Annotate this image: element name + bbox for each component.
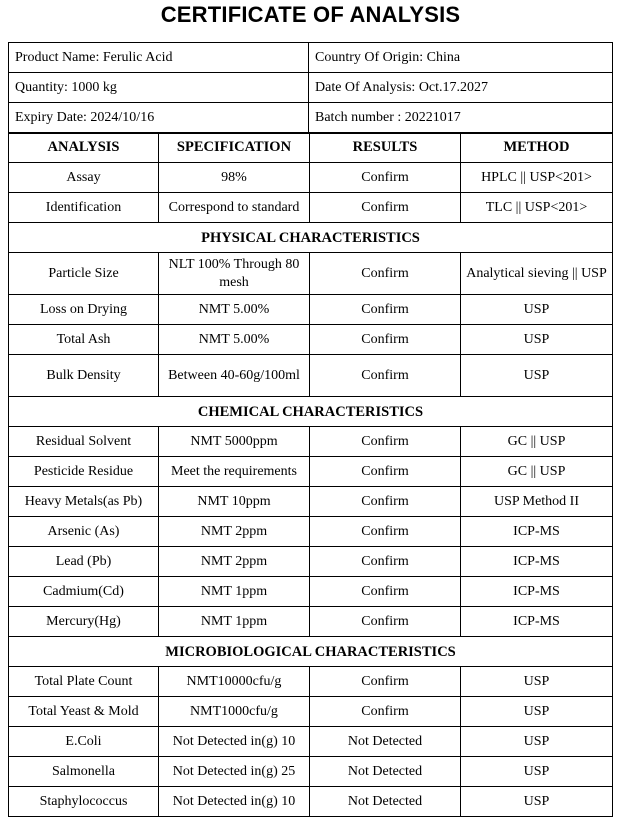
method-cell: ICP-MS (461, 577, 613, 607)
expiry-date: Expiry Date: 2024/10/16 (9, 103, 309, 134)
analysis-cell: Cadmium(Cd) (9, 577, 159, 607)
method-cell: Analytical sieving || USP (461, 253, 613, 295)
result-cell: Confirm (310, 295, 461, 325)
table-row (9, 193, 613, 223)
table-row (9, 163, 613, 193)
table-row (9, 517, 613, 547)
result-cell: Not Detected (310, 727, 461, 757)
result-cell: Confirm (310, 607, 461, 637)
specification-cell: NMT 1ppm (159, 607, 310, 637)
analysis-cell: Pesticide Residue (9, 457, 159, 487)
header-results: RESULTS (310, 133, 461, 163)
quantity: Quantity: 1000 kg (9, 73, 309, 103)
specification-cell: NMT 5.00% (159, 325, 310, 355)
analysis-cell: Total Yeast & Mold (9, 697, 159, 727)
result-cell: Confirm (310, 487, 461, 517)
section-physical-heading: PHYSICAL CHARACTERISTICS (9, 223, 613, 253)
method-cell: ICP-MS (461, 607, 613, 637)
method-cell: USP Method II (461, 487, 613, 517)
country-of-origin: Country Of Origin: China (309, 43, 613, 73)
analysis-cell: Identification (9, 193, 159, 223)
table-row (9, 457, 613, 487)
specification-cell: NMT 5.00% (159, 295, 310, 325)
specification-cell: NLT 100% Through 80 mesh (159, 253, 310, 295)
result-cell: Confirm (310, 667, 461, 697)
result-cell: Confirm (310, 427, 461, 457)
table-row (9, 547, 613, 577)
result-cell: Not Detected (310, 757, 461, 787)
method-cell: USP (461, 697, 613, 727)
table-row (9, 325, 613, 355)
method-cell: HPLC || USP<201> (461, 163, 613, 193)
table-row (9, 757, 613, 787)
method-cell: TLC || USP<201> (461, 193, 613, 223)
table-row (9, 295, 613, 325)
table-row (9, 697, 613, 727)
table-row (9, 487, 613, 517)
analysis-cell: Lead (Pb) (9, 547, 159, 577)
method-cell: ICP-MS (461, 517, 613, 547)
analysis-cell: Loss on Drying (9, 295, 159, 325)
info-row (9, 73, 613, 103)
specification-cell: NMT 10ppm (159, 487, 310, 517)
specification-cell: Meet the requirements (159, 457, 310, 487)
analysis-cell: Mercury(Hg) (9, 607, 159, 637)
batch-number: Batch number : 20221017 (309, 103, 613, 134)
specification-cell: Between 40-60g/100ml (159, 355, 310, 397)
result-cell: Confirm (310, 457, 461, 487)
method-cell: GC || USP (461, 427, 613, 457)
specification-cell: Not Detected in(g) 10 (159, 787, 310, 817)
section-micro-heading: MICROBIOLOGICAL CHARACTERISTICS (9, 637, 613, 667)
table-row (9, 427, 613, 457)
info-row (9, 103, 613, 134)
analysis-cell: Salmonella (9, 757, 159, 787)
analysis-cell: E.Coli (9, 727, 159, 757)
table-row (9, 667, 613, 697)
result-cell: Confirm (310, 355, 461, 397)
analysis-cell: Heavy Metals(as Pb) (9, 487, 159, 517)
specification-cell: 98% (159, 163, 310, 193)
result-cell: Confirm (310, 577, 461, 607)
result-cell: Confirm (310, 547, 461, 577)
header-analysis: ANALYSIS (9, 133, 159, 163)
table-header-row (9, 133, 613, 163)
method-cell: USP (461, 325, 613, 355)
specification-cell: NMT 5000ppm (159, 427, 310, 457)
section-row (9, 637, 613, 667)
section-row (9, 397, 613, 427)
specification-cell: NMT10000cfu/g (159, 667, 310, 697)
method-cell: USP (461, 667, 613, 697)
result-cell: Not Detected (310, 787, 461, 817)
product-info-table (8, 42, 613, 134)
specification-cell: NMT 2ppm (159, 517, 310, 547)
result-cell: Confirm (310, 253, 461, 295)
analysis-cell: Particle Size (9, 253, 159, 295)
analysis-cell: Residual Solvent (9, 427, 159, 457)
result-cell: Confirm (310, 697, 461, 727)
method-cell: USP (461, 295, 613, 325)
info-row (9, 43, 613, 73)
method-cell: GC || USP (461, 457, 613, 487)
table-row (9, 253, 613, 295)
specification-cell: Correspond to standard (159, 193, 310, 223)
page-title: CERTIFICATE OF ANALYSIS (160, 2, 461, 27)
analysis-cell: Assay (9, 163, 159, 193)
method-cell: USP (461, 787, 613, 817)
table-row (9, 355, 613, 397)
specification-cell: NMT 2ppm (159, 547, 310, 577)
table-row (9, 727, 613, 757)
specification-cell: Not Detected in(g) 25 (159, 757, 310, 787)
analysis-cell: Staphylococcus (9, 787, 159, 817)
analysis-cell: Arsenic (As) (9, 517, 159, 547)
specification-cell: Not Detected in(g) 10 (159, 727, 310, 757)
section-row (9, 223, 613, 253)
date-of-analysis: Date Of Analysis: Oct.17.2027 (309, 73, 613, 103)
result-cell: Confirm (310, 193, 461, 223)
method-cell: USP (461, 757, 613, 787)
method-cell: USP (461, 727, 613, 757)
specification-cell: NMT 1ppm (159, 577, 310, 607)
product-name: Product Name: Ferulic Acid (9, 43, 309, 73)
section-chemical-heading: CHEMICAL CHARACTERISTICS (9, 397, 613, 427)
table-row (9, 607, 613, 637)
table-row (9, 577, 613, 607)
analysis-table (8, 132, 613, 817)
analysis-cell: Bulk Density (9, 355, 159, 397)
analysis-cell: Total Ash (9, 325, 159, 355)
result-cell: Confirm (310, 163, 461, 193)
method-cell: USP (461, 355, 613, 397)
result-cell: Confirm (310, 325, 461, 355)
header-method: METHOD (461, 133, 613, 163)
method-cell: ICP-MS (461, 547, 613, 577)
result-cell: Confirm (310, 517, 461, 547)
header-specification: SPECIFICATION (159, 133, 310, 163)
table-row (9, 787, 613, 817)
specification-cell: NMT1000cfu/g (159, 697, 310, 727)
analysis-cell: Total Plate Count (9, 667, 159, 697)
